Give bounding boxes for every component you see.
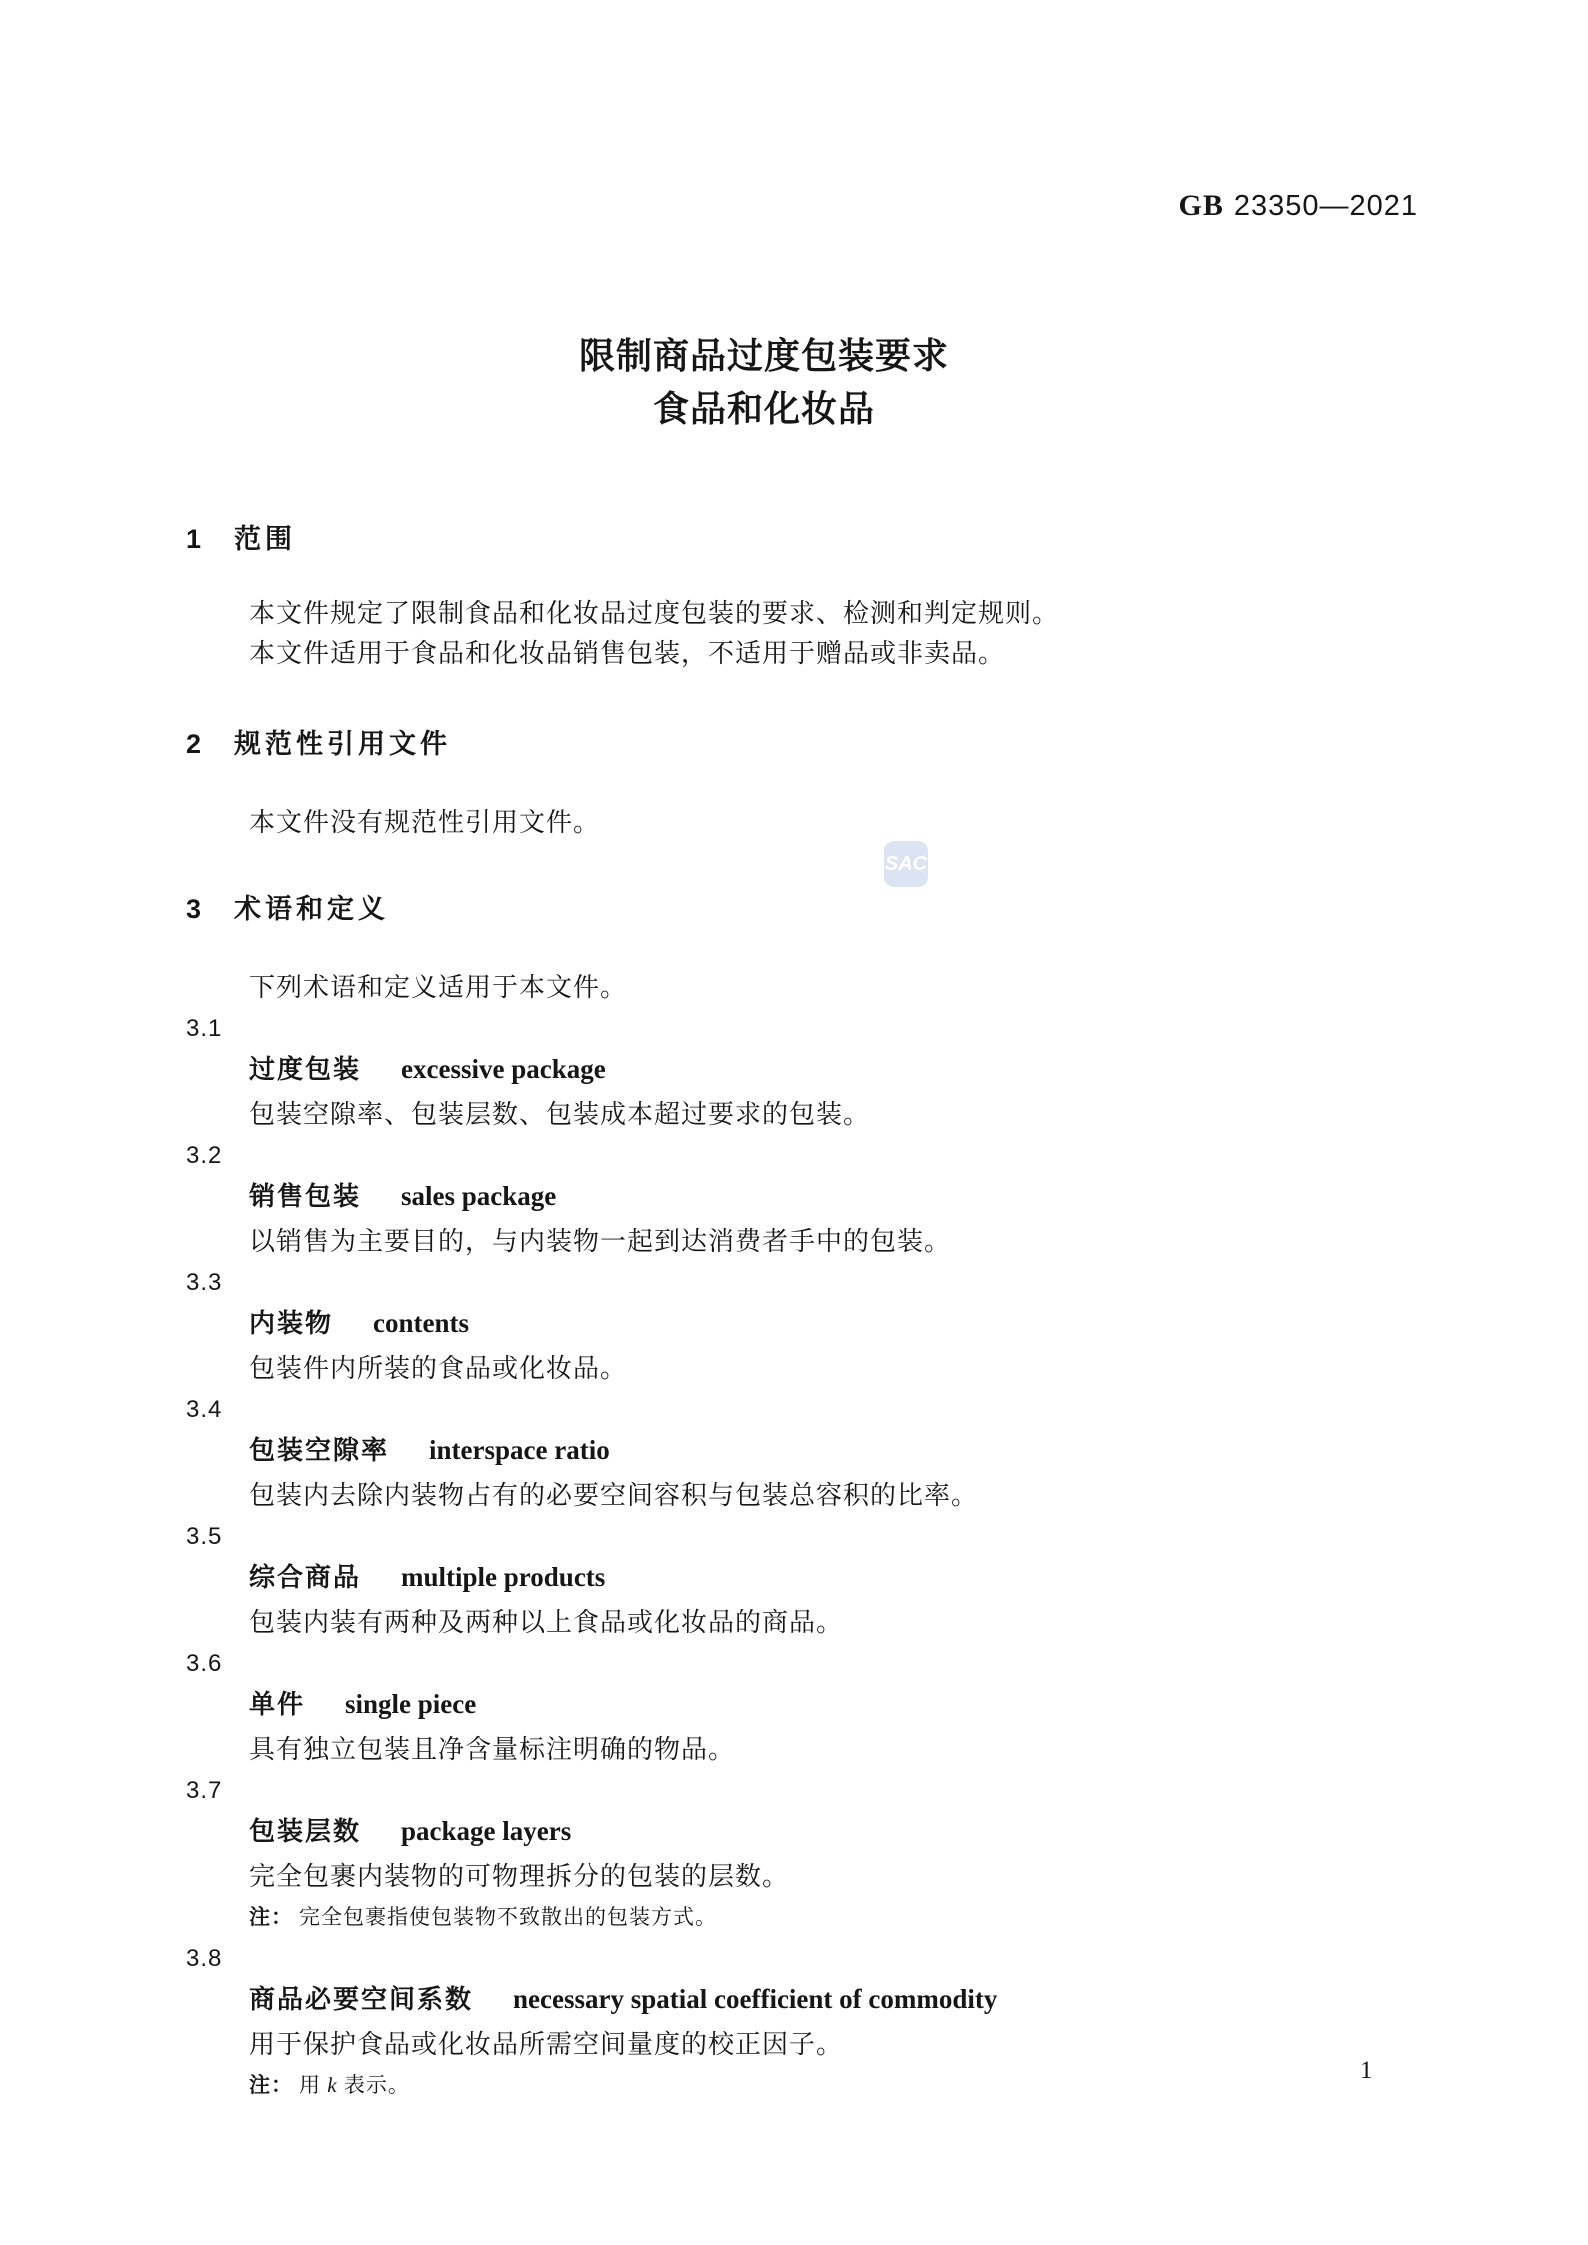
paragraph: 本文件适用于食品和化妆品销售包装，不适用于赠品或非卖品。 <box>249 639 1006 668</box>
term-heading <box>249 1176 1416 1221</box>
term-entry <box>186 1770 1416 1938</box>
term-note <box>249 2065 1416 2106</box>
term-zh: 包装层数 <box>249 1816 362 1846</box>
term-number: 3.2 <box>186 1142 223 1169</box>
term-number: 3.1 <box>186 1015 223 1042</box>
term-definition: 包装件内所装的食品或化妆品。 <box>249 1354 628 1383</box>
doc-code-number: 23350—2021 <box>1233 190 1418 222</box>
term-number: 3.4 <box>186 1396 223 1423</box>
paragraph: 下列术语和定义适用于本文件。 <box>249 973 628 1002</box>
term-entry <box>186 1643 1416 1770</box>
term-number: 3.8 <box>186 1945 223 1972</box>
term-heading <box>249 1811 1416 1856</box>
term-entry <box>186 1389 1416 1516</box>
term-zh: 内装物 <box>249 1308 334 1338</box>
term-en: multiple products <box>401 1562 606 1592</box>
paragraph: 本文件规定了限制食品和化妆品过度包装的要求、检测和判定规则。 <box>249 599 1060 628</box>
term-definition: 用于保护食品或化妆品所需空间量度的校正因子。 <box>249 2030 844 2059</box>
section-number: 3 <box>186 894 202 924</box>
section-number: 1 <box>186 524 202 554</box>
section-heading-terms-definitions <box>186 889 1416 929</box>
term-zh: 过度包装 <box>249 1054 362 1084</box>
section-title: 范围 <box>234 524 296 554</box>
term-definition: 以销售为主要目的，与内装物一起到达消费者手中的包装。 <box>249 1227 952 1256</box>
term-heading <box>249 1979 1416 2024</box>
term-zh: 商品必要空间系数 <box>249 1984 474 2014</box>
term-zh: 单件 <box>249 1689 306 1719</box>
term-en: single piece <box>345 1689 477 1719</box>
term-en: interspace ratio <box>429 1435 610 1465</box>
sac-watermark-text: SAC <box>884 852 928 875</box>
term-zh: 综合商品 <box>249 1562 362 1592</box>
note-symbol-k: k <box>327 2073 338 2097</box>
term-entry <box>186 1262 1416 1389</box>
section-heading-normative-references <box>186 724 1416 764</box>
section-title: 术语和定义 <box>234 894 389 924</box>
section-title: 规范性引用文件 <box>234 729 451 759</box>
term-entry <box>186 1135 1416 1262</box>
note-text: 完全包裹指使包装物不致散出的包装方式。 <box>299 1905 717 1929</box>
term-note <box>249 1897 1416 1938</box>
term-en: necessary spatial coefficient of commodity <box>513 1984 998 2014</box>
page-number: 1 <box>1360 2057 1373 2084</box>
paragraph: 本文件没有规范性引用文件。 <box>249 808 601 837</box>
term-heading <box>249 1557 1416 1602</box>
term-heading <box>249 1303 1416 1348</box>
term-entry <box>186 1938 1416 2106</box>
note-text-suffix: 表示。 <box>337 2073 410 2097</box>
terms-list <box>186 1008 1416 2106</box>
doc-code <box>1178 189 1418 223</box>
document-title-line-1: 限制商品过度包装要求 <box>578 335 949 376</box>
term-en: contents <box>373 1308 470 1338</box>
term-zh: 销售包装 <box>249 1181 362 1211</box>
term-number: 3.7 <box>186 1777 223 1804</box>
section-heading-scope <box>186 519 1416 559</box>
note-text-prefix: 用 <box>299 2073 328 2097</box>
term-en: package layers <box>401 1816 572 1846</box>
term-entry <box>186 1516 1416 1643</box>
term-heading <box>249 1684 1416 1729</box>
term-number: 3.3 <box>186 1269 223 1296</box>
term-definition: 包装内装有两种及两种以上食品或化妆品的商品。 <box>249 1608 844 1637</box>
term-zh: 包装空隙率 <box>249 1435 390 1465</box>
note-label: 注： <box>249 2074 293 2097</box>
note-label: 注： <box>249 1906 293 1929</box>
section-number: 2 <box>186 729 202 759</box>
document-body <box>186 519 1416 2106</box>
term-definition: 包装内去除内装物占有的必要空间容积与包装总容积的比率。 <box>249 1481 979 1510</box>
document-title-line-2: 食品和化妆品 <box>652 388 875 429</box>
term-heading <box>249 1049 1416 1094</box>
doc-code-prefix: GB <box>1178 189 1224 222</box>
document-title <box>186 329 1342 435</box>
term-entry <box>186 1008 1416 1135</box>
term-definition: 完全包裹内装物的可物理拆分的包装的层数。 <box>249 1862 790 1891</box>
term-definition: 包装空隙率、包装层数、包装成本超过要求的包装。 <box>249 1100 871 1129</box>
term-en: sales package <box>401 1181 557 1211</box>
term-definition: 具有独立包装且净含量标注明确的物品。 <box>249 1735 736 1764</box>
term-number: 3.6 <box>186 1650 223 1677</box>
term-heading <box>249 1430 1416 1475</box>
term-en: excessive package <box>401 1054 606 1084</box>
term-number: 3.5 <box>186 1523 223 1550</box>
